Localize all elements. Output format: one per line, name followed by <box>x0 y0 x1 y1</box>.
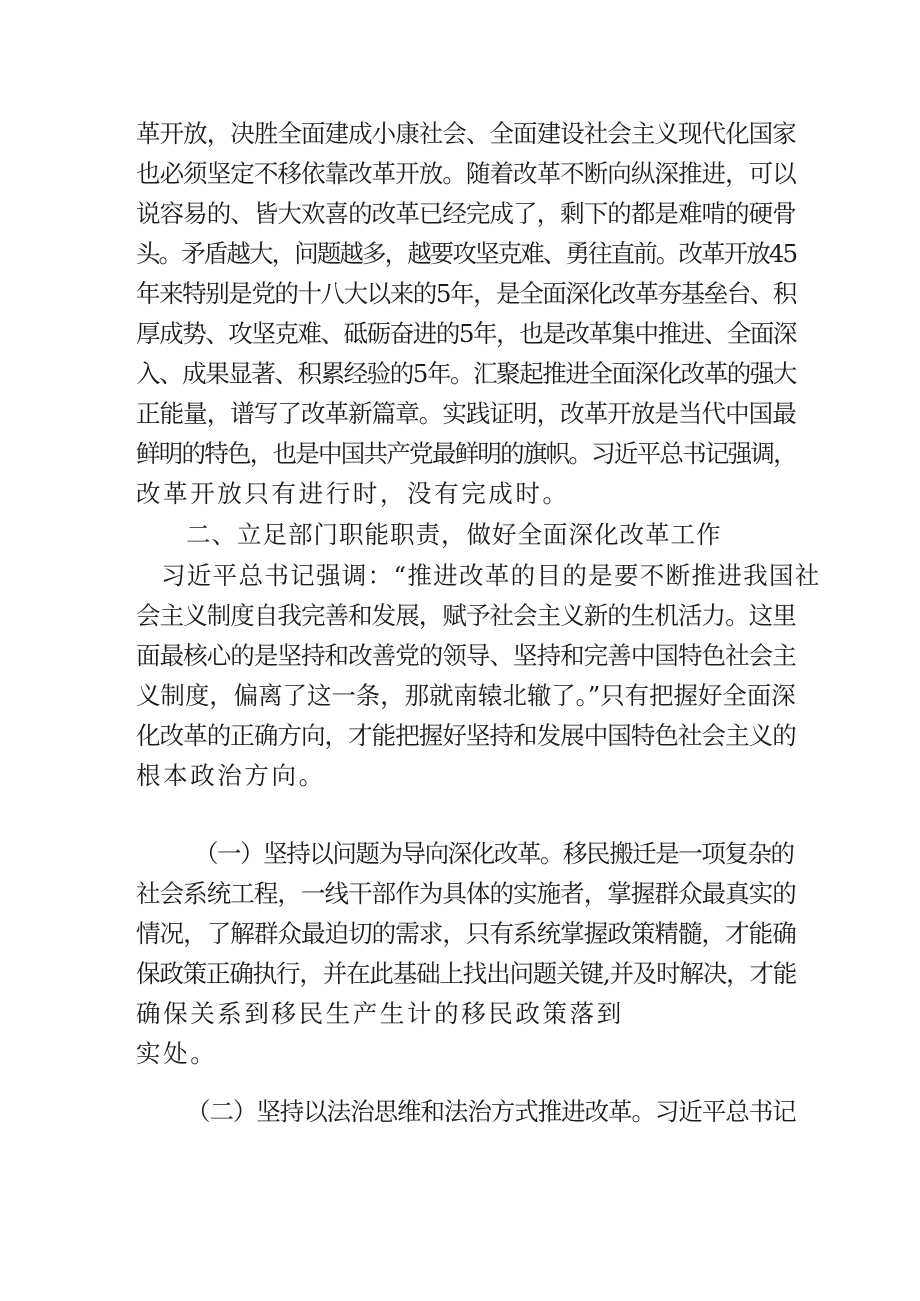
paragraph-line: 年来特别是党的十八大以来的5年，是全面深化改革夯基垒台、积 <box>136 279 796 308</box>
paragraph-line: 情况，了解群众最迫切的需求，只有系统掌握政策精髓，才能确 <box>136 919 796 948</box>
paragraph-line: 也必须坚定不移依靠改革开放。随着改革不断向纵深推进，可以 <box>136 159 796 188</box>
paragraph-line: 入、成果显著、积累经验的5年。汇聚起推进全面深化改革的强大 <box>136 359 796 388</box>
paragraph-line: 保政策正确执行，并在此基础上找出问题关键,并及时解决，才能 <box>136 959 797 988</box>
paragraph-line: 说容易的、皆大欢喜的改革已经完成了，剩下的都是难啃的硬骨 <box>136 199 796 228</box>
paragraph-line: 革开放，决胜全面建成小康社会、全面建设社会主义现代化国家 <box>136 119 796 148</box>
paragraph-line: （二）坚持以法治思维和法治方式推进改革。习近平总书记 <box>186 1097 796 1126</box>
paragraph-line: 社会系统工程，一线干部作为具体的实施者，掌握群众最真实的 <box>136 879 796 908</box>
paragraph-line: 根本政治方向。 <box>136 761 326 790</box>
paragraph-line: 鲜明的特色，也是中国共产党最鲜明的旗帜。习近平总书记强调， <box>136 439 796 468</box>
paragraph-line: 面最核心的是坚持和改善党的领导、坚持和完善中国特色社会主 <box>136 641 796 670</box>
paragraph-line: 化改革的正确方向，才能把握好坚持和发展中国特色社会主义的 <box>136 721 796 750</box>
paragraph-line: 实处。 <box>136 1039 218 1068</box>
section-heading: 二、立足部门职能职责，做好全面深化改革工作 <box>186 520 722 549</box>
paragraph-line: 头。矛盾越大，问题越多，越要攻坚克难、勇往直前。改革开放45 <box>136 239 797 268</box>
paragraph-line: 习近平总书记强调：“推进改革的目的是要不断推进我国社 <box>161 561 821 590</box>
paragraph-line: 正能量，谱写了改革新篇章。实践证明，改革开放是当代中国最 <box>136 399 796 428</box>
paragraph-line: 会主义制度自我完善和发展，赋予社会主义新的生机活力。这里 <box>136 601 796 630</box>
paragraph-line: （一）坚持以问题为导向深化改革。移民搬迁是一项复杂的 <box>194 839 794 868</box>
paragraph-line: 确保关系到移民生产生计的移民政策落到 <box>136 999 624 1028</box>
paragraph-line: 厚成势、攻坚克难、砥砺奋进的5年，也是改革集中推进、全面深 <box>136 319 796 348</box>
paragraph-line: 改革开放只有进行时，没有完成时。 <box>136 479 570 508</box>
paragraph-line: 义制度，偏离了这一条，那就南辕北辙了。”只有把握好全面深 <box>136 681 796 710</box>
